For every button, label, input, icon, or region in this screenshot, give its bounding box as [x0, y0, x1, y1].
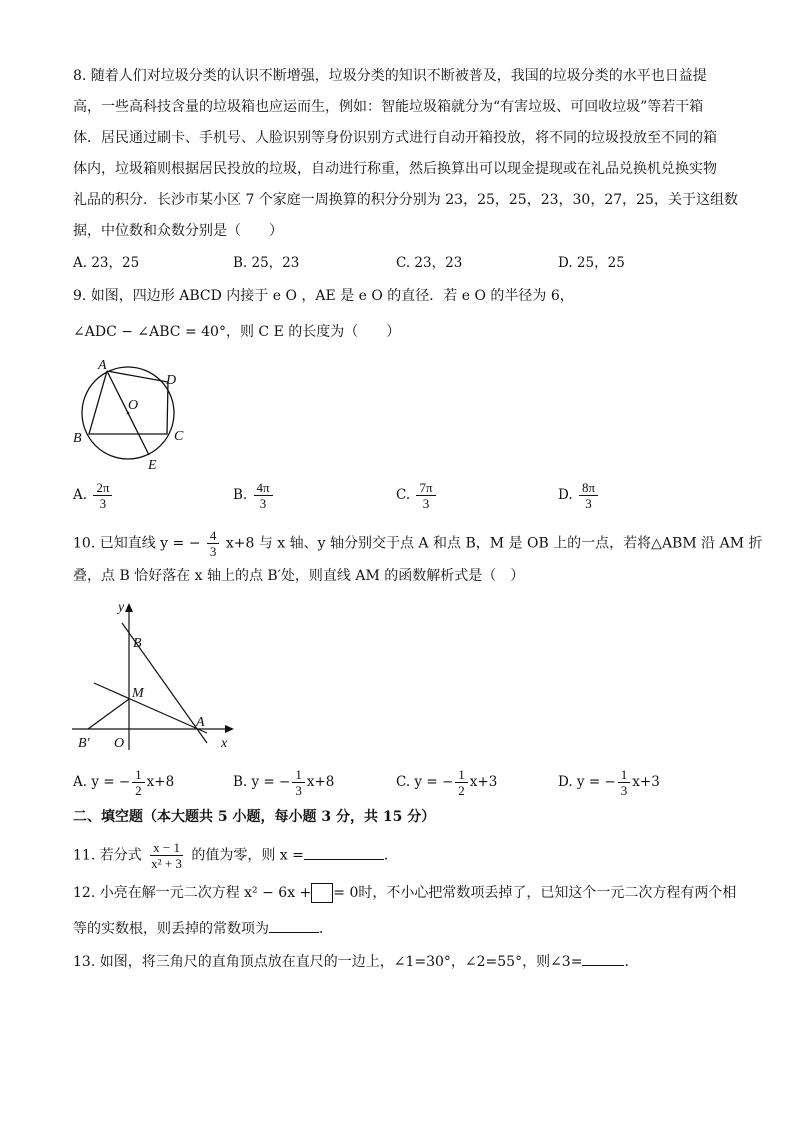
q9-circle-figure	[68, 355, 198, 475]
q8-option-c: C. 23，23	[396, 255, 463, 271]
label-e: E	[148, 458, 157, 473]
label-a: A	[196, 715, 205, 730]
label-x: x	[221, 736, 228, 751]
q10-option-d: D. y = − $\frac{1}{3}$ x+3	[558, 767, 660, 798]
label-y: y	[118, 600, 125, 615]
label-o: O	[114, 736, 125, 751]
q9-option-a: A. $\frac{2\pi}{3}$	[73, 480, 114, 511]
label-b: B	[73, 431, 82, 446]
q13-answer-blank[interactable]	[582, 951, 624, 966]
q8-line-3: 体．居民通过刷卡、手机号、人脸识别等身份识别方式进行自动开箱投放，将不同的垃圾投放至不同的箱	[73, 130, 717, 146]
label-a: A	[98, 358, 107, 373]
q8-line-2: 高，一些高科技含量的垃圾箱也应运而生，例如：智能垃圾箱就分为“有害垃圾、可回收垃圾”等若干箱	[73, 99, 704, 115]
q8-option-d: D. 25，25	[558, 255, 625, 271]
q10-option-c: C. y = − $\frac{1}{2}$ x+3	[396, 767, 498, 798]
q9-option-b: B. $\frac{4\pi}{3}$	[233, 480, 275, 511]
q9-option-d: D. $\frac{8\pi}{3}$	[558, 480, 600, 511]
q12-answer-blank[interactable]	[269, 918, 319, 933]
q12-line-1: 12. 小亮在解一元二次方程 x² − 6x + = 0时，不小心把常数项丢掉了，已知这个一元二次方程有两个相	[73, 885, 737, 901]
q8-line-6: 据，中位数和众数分别是（ ）	[73, 223, 283, 239]
line-am	[94, 683, 207, 733]
x-axis-arrow	[225, 725, 234, 733]
q8-option-a: A. 23，25	[73, 255, 140, 271]
q8-option-b: B. 25，23	[233, 255, 300, 271]
q10-line-1: 10. 已知直线 y = − $\frac{4}{3}$ x+8 与 x 轴、y 轴分别交于点 A 和点 B，M 是 OB 上的一点，若将△ABM 沿 AM 折	[73, 528, 763, 559]
q11-answer-blank[interactable]	[304, 845, 384, 860]
y-axis-arrow	[125, 603, 133, 612]
q10-line-2: 叠，点 B 恰好落在 x 轴上的点 B′处，则直线 AM 的函数解析式是（ ）	[73, 568, 525, 584]
q9-option-c: C. $\frac{7\pi}{3}$	[396, 480, 438, 511]
q8-line-4: 体内，垃圾箱则根据居民投放的垃圾，自动进行称重，然后换算出可以现金提现或在礼品兑换机兑换实物	[73, 161, 717, 177]
q10-option-b: B. y = − $\frac{1}{3}$ x+8	[233, 767, 335, 798]
q8-line-1: 8. 随着人们对垃圾分类的认识不断增强，垃圾分类的知识不断被普及，我国的垃圾分类的水平也日益提	[73, 68, 707, 84]
label-b: B	[133, 636, 142, 651]
q10-option-a: A. y = − $\frac{1}{2}$ x+8	[73, 767, 175, 798]
q9-line-2: ∠ADC − ∠ABC = 40°，则 C E 的长度为（ ）	[73, 324, 401, 340]
q8-line-5: 礼品的积分．长沙市某小区 7 个家庭一周换算的积分分别为 23，25，25，23，30，27，25，关于这组数	[73, 192, 738, 208]
label-o: O	[128, 398, 139, 413]
label-c: C	[174, 429, 184, 444]
q9-line-1: 9. 如图，四边形 ABCD 内接于 e O ，AE 是 e O 的直径．若 e O 的半径为 6，	[73, 288, 574, 304]
label-b-prime: B′	[78, 736, 90, 751]
q12-missing-term-box	[311, 883, 333, 903]
label-m: M	[132, 686, 144, 701]
section-title-fill-in: 二、填空题（本大题共 5 小题，每小题 3 分，共 15 分）	[73, 809, 436, 825]
q12-line-2: 等的实数根，则丢掉的常数项为 ．	[73, 918, 333, 939]
line-b-prime-m	[88, 699, 129, 729]
label-d: D	[166, 373, 177, 388]
q11-line: 11. 若分式 $\frac{x - 1}{\text{x² + 3}}$ 的值为零，则 x = ．	[73, 840, 398, 871]
q13-line: 13. 如图，将三角尺的直角顶点放在直尺的一边上，∠1=30°，∠2=55°，则∠3= ．	[73, 951, 638, 972]
q10-graph-figure	[72, 595, 242, 755]
